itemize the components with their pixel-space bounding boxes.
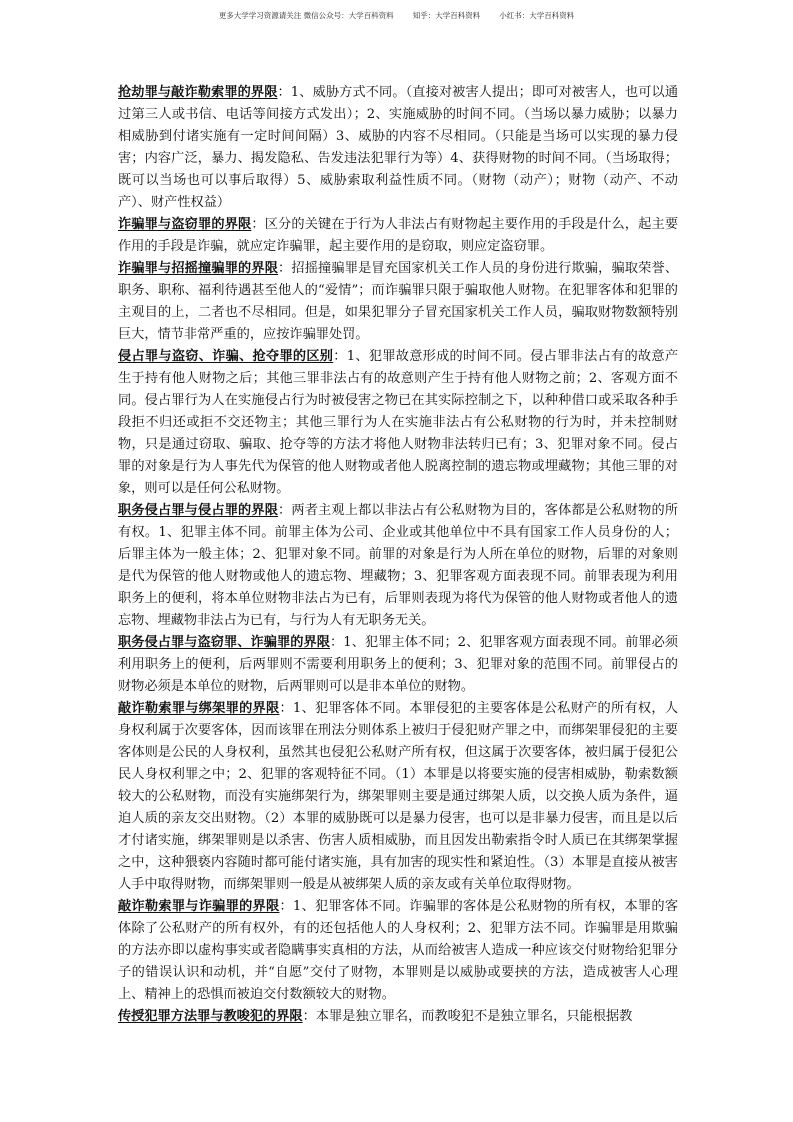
paragraph-title: 侵占罪与盗窃、诈骗、抢夺罪的区别 (118, 349, 334, 364)
paragraph-title: 诈骗罪与招摇撞骗罪的界限 (118, 261, 279, 276)
paragraph-title: 诈骗罪与盗窃罪的界限 (118, 217, 252, 232)
paragraph-title: 职务侵占罪与侵占罪的界限 (118, 503, 279, 518)
paragraph-text: ：1、犯罪主体不同；2、犯罪客观方面表现不同。前罪必须利用职务上的便利，后两罪则不需要利用职务上的便利；3、犯罪对象的范围不同。前罪侵占的财物必须是本单位的财物，后两罪则可以是非本单位的财物。 (118, 635, 679, 694)
paragraph-text: ：1、犯罪客体不同。本罪侵犯的主要客体是公私财产的所有权，人身权利属于次要客体，因而该罪在刑法分则体系上被归于侵犯财产罪之中，而绑架罪侵犯的主要客体则是公民的人身权利，虽然其也侵犯公私财产所有权，但这属于次要客体，被归属于侵犯公民人身权利罪之中；2、犯罪的客观特征不同。（1）本罪是以将要实施的侵害相威胁，勒索数额较大的公私财物，而没有实施绑架行为，绑架罪则主要是通过绑架人质，以交换人质为条件，逼迫人质的亲友交出财物。（2）本罪的威胁既可以是暴力侵害，也可以是非暴力侵害，而且是以后才付诸实施，绑架罪则是以杀害、伤害人质相威胁，而且因发出勒索指令时人质已在其绑架掌握之中，这种猥亵内容随时都可能付诸实施，具有加害的现实性和紧迫性。（3）本罪是直接从被害人手中取得财物，而绑架罪则一般是从被绑架人质的亲友或有关单位取得财物。 (118, 701, 679, 892)
paragraph-title: 敲诈勒索罪与绑架罪的界限 (118, 701, 280, 716)
paragraph-fraud-vs-theft (118, 214, 678, 258)
paragraph-extortion-vs-kidnapping (118, 698, 678, 896)
paragraph-title: 抢劫罪与敲诈勒索罪的界限 (118, 85, 278, 100)
page-header: 更多大学学习资源请关注 微信公众号：大学百科资料 知乎：大学百科资料 小红书：大学百科资料 (218, 11, 575, 20)
paragraph-robbery-vs-extortion (118, 82, 678, 214)
paragraph-title: 职务侵占罪与盗窃罪、诈骗罪的界限 (118, 635, 330, 650)
paragraph-fraud-vs-impersonation (118, 258, 678, 346)
paragraph-text: ：1、威胁方式不同。（直接对被害人提出；即可对被害人，也可以通过第三人或书信、电话等间接方式发出）；2、实施威胁的时间不同。（当场以暴力威胁；以暴力相威胁到付诸实施有一定时间间隔）3、威胁的内容不尽相同。（只能是当场可以实现的暴力侵害；内容广泛，暴力、揭发隐私、告发违法犯罪行为等）4、获得财物的时间不同。（当场取得；既可以当场也可以事后取得）5、威胁索取利益性质不同。（财物（动产）；财物（动产、不动产）、财产性权益） (118, 85, 679, 210)
paragraph-text: ：1、犯罪客体不同。诈骗罪的客体是公私财物的所有权，本罪的客体除了公私财产的所有权外，有的还包括他人的人身权利；2、犯罪方法不同。诈骗罪是用欺骗的方法亦即以虚构事实或者隐瞒事实真相的方法，从而给被害人造成一种应该交付财物给犯罪分子的错误认识和动机，并“自愿”交付了财物，本罪则是以威胁或要挟的方法，造成被害人心理上、精神上的恐惧而被迫交付数额较大的财物。 (118, 899, 679, 1002)
paragraph-embezzlement-vs-theft-fraud-snatching (118, 346, 678, 500)
paragraph-title: 敲诈勒索罪与诈骗罪的界限 (118, 899, 280, 914)
paragraph-teaching-crime-vs-instigator (118, 1006, 678, 1028)
paragraph-title: 传授犯罪方法罪与教唆犯的界限 (118, 1009, 303, 1024)
paragraph-text: ：1、犯罪故意形成的时间不同。侵占罪非法占有的故意产生于持有他人财物之后；其他三罪非法占有的故意则产生于持有他人财物之前；2、客观方面不同。侵占罪行为人在实施侵占行为时被侵害之物已在其实际控制之下，以种种借口或采取各种手段拒不归还或拒不交还物主；其他三罪行为人在实施非法占有公私财物的行为时，并未控制财物，只是通过窃取、骗取、抢夺等的方法才将他人财物非法转归已有；3、犯罪对象不同。侵占罪的对象是行为人事先代为保管的他人财物或者他人脱离控制的遗忘物或埋藏物；其他三罪的对象，则可以是任何公私财物。 (118, 349, 679, 496)
paragraph-text: ：本罪是独立罪名，而教唆犯不是独立罪名，只能根据教 (302, 1009, 633, 1024)
paragraph-occupational-vs-theft-fraud (118, 632, 678, 698)
paragraph-extortion-vs-fraud (118, 896, 678, 1006)
paragraph-text: ：区分的关键在于行为人非法占有财物起主要作用的手段是什么，起主要作用的手段是诈骗，就应定诈骗罪，起主要作用的是窃取，则应定盗窃罪。 (118, 217, 679, 254)
paragraph-text: ：招摇撞骗罪是冒充国家机关工作人员的身份进行欺骗，骗取荣誉、职务、职称、福利待遇甚至他人的“爱情”；而诈骗罪只限于骗取他人财物。在犯罪客体和犯罪的主观目的上，二者也不尽相同。但是，如果犯罪分子冒充国家机关工作人员，骗取财物数额特别巨大，情节非常严重的，应按诈骗罪处罚。 (118, 261, 679, 342)
paragraph-occupational-vs-embezzlement (118, 500, 678, 632)
document-body (118, 82, 678, 1028)
paragraph-text: ：两者主观上都以非法占有公私财物为目的，客体都是公私财物的所有权。1、犯罪主体不同。前罪主体为公司、企业或其他单位中不具有国家工作人员身份的人；后罪主体为一般主体；2、犯罪对象不同。前罪的对象是行为人所在单位的财物，后罪的对象则是代为保管的他人财物或他人的遗忘物、埋藏物；3、犯罪客观方面表现不同。前罪表现为利用职务上的便利，将本单位财物非法占为已有，后罪则表现为将代为保管的他人财物或者他人的遗忘物、埋藏物非法占为已有，与行为人有无职务无关。 (118, 503, 679, 628)
